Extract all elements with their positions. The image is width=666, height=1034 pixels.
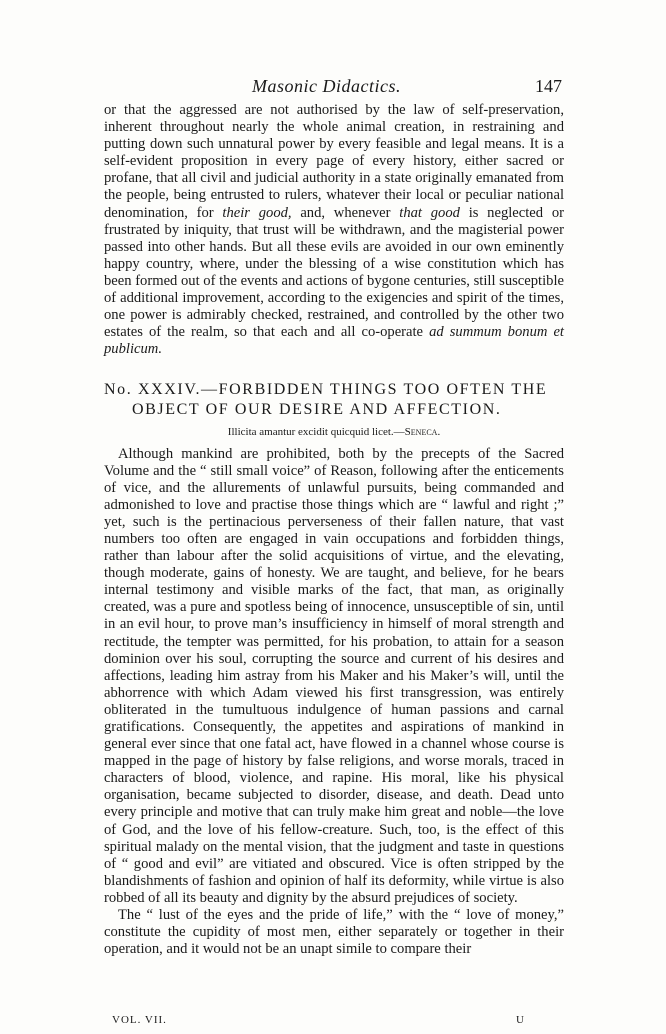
- section-heading-line1: No. XXXIV.—FORBIDDEN THINGS TOO OFTEN THE: [104, 381, 548, 399]
- text-run: or that the aggressed are not authorised by the law of self-preservation, inherent throughout nearly the whole animal creation, in restraining and putting down such unnatural power by every feasible and legal means. It is a self-evident proposition in every page of every history, either sacred or profane, that all civil and judicial authority in a state originally emanated from the people, being entrusted to rulers, whatever their local or peculiar national denomination, for: [104, 102, 564, 221]
- epigraph-author: Seneca.: [404, 426, 441, 439]
- paragraph: Although mankind are prohibited, both by the precepts of the Sacred Volume and the “ still small voice” of Reason, following after the enticements of vice, and the allurements of unlawful pursuits, being commanded and admonished to love and practise those things which are “ lawful and right ;” yet, such is the pertinacious perverseness of their fallen nature, that vast numbers too often are engaged in vain occupations and forbidden things, rather than labour after the solid acquisitions of virtue, and the elevating, though moderate, gains of honesty. We are taught, and believe, for he bears internal testimony and visible marks of the fact, that man, as originally created, was a pure and spotless being of innocence, unsusceptible of sin, until in an evil hour, to prove man’s insufficiency in himself of moral strength and rectitude, the tempter was permitted, for his probation, to attain for a season dominion over his soul, corrupting the source and current of his desires and affections, leading him astray from his Maker and his Maker’s will, until the abhorrence with which Adam viewed his first transgression, was entirely obliterated in the tumultuous indulgence of human passions and carnal gratifications. Consequently, the appetites and aspirations of mankind in general ever since that one fatal act, have flowed in a channel whose course is mapped in the page of history by false religions, and worse morals, traced in characters of blood, violence, and rapine. His moral, like his physical organisation, became subjected to disorder, disease, and death. Dead unto every principle and motive that can truly make him great and noble—the love of God, and the love of his fellow-creature. Such, too, is the effect of this spiritual malady on the mental vision, that the judgment and taste in questions of “ good and evil” are vitiated and obscured. Vice is often stripped by the blandishments of fashion and opinion of half its deformity, while virtue is also robbed of all its beauty and dignity by the absurd prejudices of society.: [104, 445, 564, 906]
- signature-mark: U: [516, 1014, 524, 1026]
- page-footer: [112, 1014, 524, 1030]
- page-number: 147: [535, 76, 562, 96]
- page-header: [100, 76, 562, 100]
- section-heading: [104, 380, 564, 420]
- italic-run: that good: [399, 204, 460, 221]
- text-run: is neglected or frustrated by iniquity, that trust will be withdrawn, and the magisterial power passed into other hands. But all these evils are avoided in our own eminently happy country, where, under the blessing of a wise constitution which has been formed out of the events and actions of bygone centuries, still susceptible of additional improvement, according to the exigencies and spirit of the times, one power is admirably checked, restrained, and controlled by the other two estates of the realm, so that each and all co-operate: [104, 204, 564, 341]
- body-text: [104, 102, 564, 958]
- epigraph: [104, 424, 564, 441]
- paragraph: The “ lust of the eyes and the pride of life,” with the “ love of money,” constitute the cupidity of most men, either separately or together in their operation, and it would not be an unapt simile to compare their: [104, 907, 564, 958]
- italic-run: ad summum bonum et publicum.: [104, 324, 564, 358]
- epigraph-text: Illicita amantur excidit quicquid licet.—: [227, 426, 405, 439]
- volume-mark: VOL. VII.: [112, 1014, 167, 1026]
- italic-run: their good,: [222, 204, 292, 221]
- section-heading-line2: OBJECT OF OUR DESIRE AND AFFECTION.: [132, 401, 502, 419]
- continued-paragraph: [104, 102, 564, 358]
- text-run: and, whenever: [291, 204, 400, 221]
- running-title: Masonic Didactics.: [252, 76, 401, 96]
